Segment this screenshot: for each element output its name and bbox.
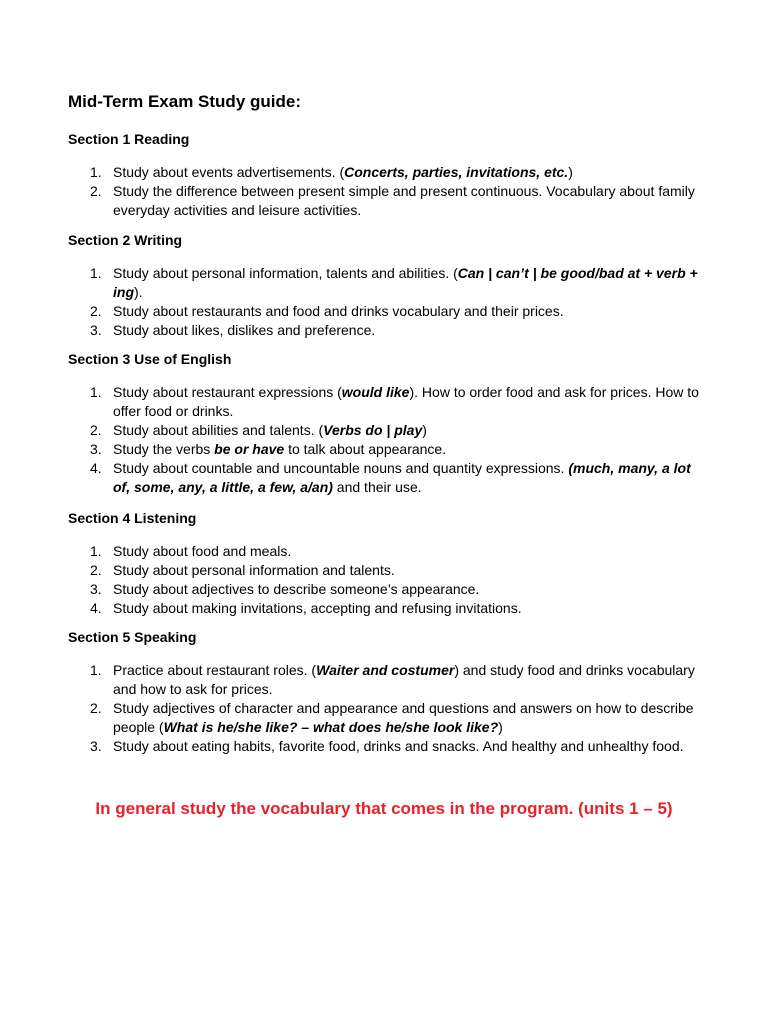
item-list	[68, 264, 708, 340]
list-item: 2. Study about personal information and talents.	[90, 562, 395, 578]
item-list	[68, 383, 708, 497]
section-listening	[68, 509, 708, 618]
item-list	[68, 163, 708, 220]
list-item: 2. Study adjectives of character and appearance and questions and answers on how to describe people (What is he/she like? – what does he/she look like?)	[90, 700, 694, 735]
list-item: 4. Study about countable and uncountable nouns and quantity expressions. (much, many, a lot of, some, any, a little, a few, a/an) and their use.	[90, 460, 691, 495]
item-list	[68, 542, 708, 618]
list-item: 3. Study about likes, dislikes and preference.	[90, 322, 376, 338]
item-list	[68, 661, 708, 756]
section-use-of-english	[68, 350, 708, 497]
page-title: Mid-Term Exam Study guide:	[68, 92, 301, 111]
section-reading	[68, 130, 708, 220]
section-heading: Section 3 Use of English	[68, 351, 232, 367]
section-speaking	[68, 628, 708, 756]
list-item: 1. Study about events advertisements. (Concerts, parties, invitations, etc.)	[90, 164, 573, 180]
list-item: 1. Study about food and meals.	[90, 543, 292, 559]
list-item: 2. Study about restaurants and food and drinks vocabulary and their prices.	[90, 303, 564, 319]
list-item: 3. Study about eating habits, favorite food, drinks and snacks. And healthy and unhealthy food.	[90, 738, 684, 754]
section-writing	[68, 231, 708, 340]
list-item: 1. Practice about restaurant roles. (Waiter and costumer) and study food and drinks vocabulary and how to ask for prices.	[90, 662, 695, 697]
list-item: 1. Study about restaurant expressions (would like). How to order food and ask for prices. How to offer food or drinks.	[90, 384, 699, 419]
list-item: 1. Study about personal information, talents and abilities. (Can | can’t | be good/bad at + verb + ing).	[90, 265, 698, 300]
footer-note: In general study the vocabulary that comes in the program. (units 1 – 5)	[95, 799, 673, 818]
section-heading: Section 5 Speaking	[68, 629, 197, 645]
list-item: 3. Study about adjectives to describe someone’s appearance.	[90, 581, 480, 597]
list-item: 2. Study about abilities and talents. (Verbs do | play)	[90, 422, 427, 438]
list-item: 2. Study the difference between present simple and present continuous. Vocabulary about family everyday activities and leisure activities.	[90, 183, 695, 218]
list-item: 3. Study the verbs be or have to talk about appearance.	[90, 441, 447, 457]
section-heading: Section 4 Listening	[68, 510, 197, 526]
section-heading: Section 1 Reading	[68, 131, 190, 147]
list-item: 4. Study about making invitations, accepting and refusing invitations.	[90, 600, 522, 616]
section-heading: Section 2 Writing	[68, 232, 183, 248]
